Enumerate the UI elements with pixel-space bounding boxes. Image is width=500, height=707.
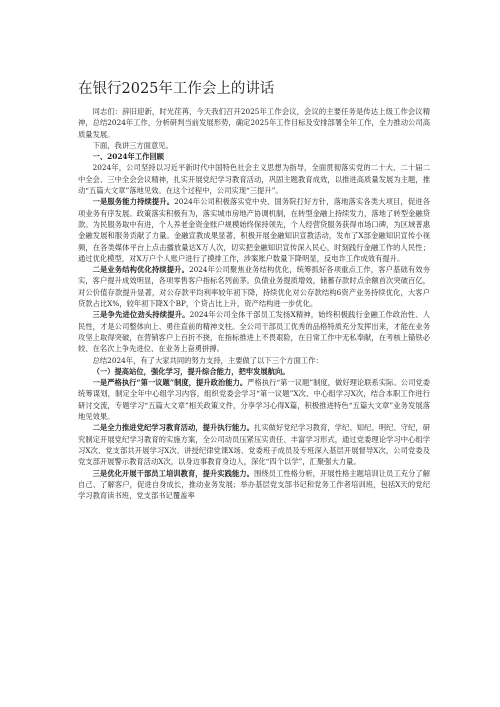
section1-paragraph: 2024年，公司坚持以习近平新时代中国特色社会主义思想为指导，全面贯彻落实党的二十大、二十届二中全会、三中全会会议精神，扎实开展党纪学习教育活动，巩固主题教育成效，以推进高质量发展为主题，推动“五篇大文章”落地见效。在这个过程中，公司实现“三提升”。 — [78, 163, 430, 196]
intro-short-paragraph: 下面，我讲三方面意见。 — [92, 140, 173, 150]
sub1-body: 严格执行“第一议题”制度，做好理论联系实际。公司党委统筹谋划，制定全年中心组学习内容，组织党委会学习“第一议题”X次、中心组学习X次，结合本职工作进行研讨交流，专题学习“五篇大文章”相关政策文件，分享学习心得X篇，积极推进特色“五篇大文章”业务发展落地见效果。 — [78, 378, 430, 422]
item1-lead: 一是服务能力持续提升。 — [92, 197, 175, 207]
sub3-lead: 三是优化开展干部员工培训教育，提升实践能力。 — [92, 468, 254, 478]
item1-body: 2024年公司积极落实党中央、国务院打好方针，落地落实各类大项目，促进各项业务有序发展。政策落实积极有为，落实城市房地产协调机制，在转型金融上持续发力，落地了转型金融贷款。为民服务取中有进，个人养老金资金账户规模始终保持领先，个人经营贷服务获得市场口碑，为区域普惠金融发展和服务贡献了力量。金融宣教成果显著，积极开展金融知识宣教活动，发布了X部金融知识宣传小视频，在各类媒体平台上点击播放量达X万人次，切实把金融知识宣传深入民心，时刻践行金融工作的人民性；通过优化模型，对X万户个人账户进行了摸排工作，涉案账户数量下降明显，反电诈工作成效有提升。 — [78, 197, 430, 263]
section-heading-1: 一、2024年工作回顾 — [92, 152, 164, 162]
item3-paragraph — [78, 309, 430, 354]
sub2-paragraph — [78, 422, 430, 467]
page-title: 在银行2025年工作会上的讲话 — [78, 81, 275, 97]
intro-paragraph: 同志们：辞旧迎新，时光荏苒，今天我们召开2025年工作会议，会议的主要任务是传达上级工作会议精神，总结2024年工作，分析研判当前发展形势，确定2025年工作目标及安排部署全年工作，全力推动公司高质量发展。 — [78, 107, 430, 139]
item2-lead: 二是业务结构优化持续提升。 — [92, 265, 189, 275]
sub1-paragraph — [78, 377, 430, 422]
item3-lead: 三是争先进位劲头持续提升。 — [92, 310, 190, 320]
sub2-lead: 二是全力推进党纪学习教育活动，提升执行能力。 — [92, 423, 254, 433]
item2-paragraph — [78, 264, 430, 309]
summary-paragraph: 总结2024年，有了大家共同的努力支持，主要做了以下三个方面工作： — [92, 355, 323, 365]
item1-paragraph — [78, 196, 430, 264]
item3-body: 2024年公司全体干部员工发扬X精神，始终积极践行金融工作政治性、人民性，才是公司整体向上、勇往直前的精神支柱。全公司干部员工优秀的品格特质充分发挥出来，才能在业务攻坚上取得突破，在营销客户上百折不挠，在指标推进上不畏艰险，在日常工作中无私奉献，在考核上锚铁必较、在名次上争先进位、在业务上奋勇拼搏。 — [78, 310, 431, 354]
sub3-paragraph — [78, 468, 430, 502]
sub3-body: 围绕员工性格分析，开展性格主题培训让员工充分了解自己、了解客户，促进自身成长，推动业务发展；举办基层党支部书记和党务工作者培训班，包括X天的党纪学习教育读书班，党支部书记覆盖率 — [78, 468, 431, 501]
item2-body: 2024年公司聚焦业务结构优化，统筹抓好各项重点工作，客户基础有效夯实，客户提升成效明显，各项零售客户指标名列前茅。负债业务提质增效，储蓄存款时点余额首次突破百亿，对公价值存款提升显著，对公存款平均利率较年初下降，持续优化对公存款结构6资产业务持续优化，大客户贷款占比X%，较年初下降X个BP，个贷占比上升，资产结构进一步优化。 — [78, 265, 430, 309]
sub1-lead: 一是严格执行“第一议题”制度，提升政治能力。 — [92, 378, 248, 388]
sub2-body: 扎实做好党纪学习教育，学纪、知纪、明纪、守纪，研究制定开展党纪学习教育的实施方案，全公司动员压紧压实责任、丰富学习形式，通过党委理论学习中心组学习X次、党支部共开展学习X次、讲授纪律党课X场、党委班子成员及专班深入基层开展督导X次，公司党委及党支部开展警示教育活动X次，以身边事教育身边人，深化“四个以学”，汇聚强大力量。 — [78, 423, 431, 467]
subheading-1: （一）提高站位，强化学习，提升综合能力，把牢发展航向。 — [92, 366, 290, 376]
